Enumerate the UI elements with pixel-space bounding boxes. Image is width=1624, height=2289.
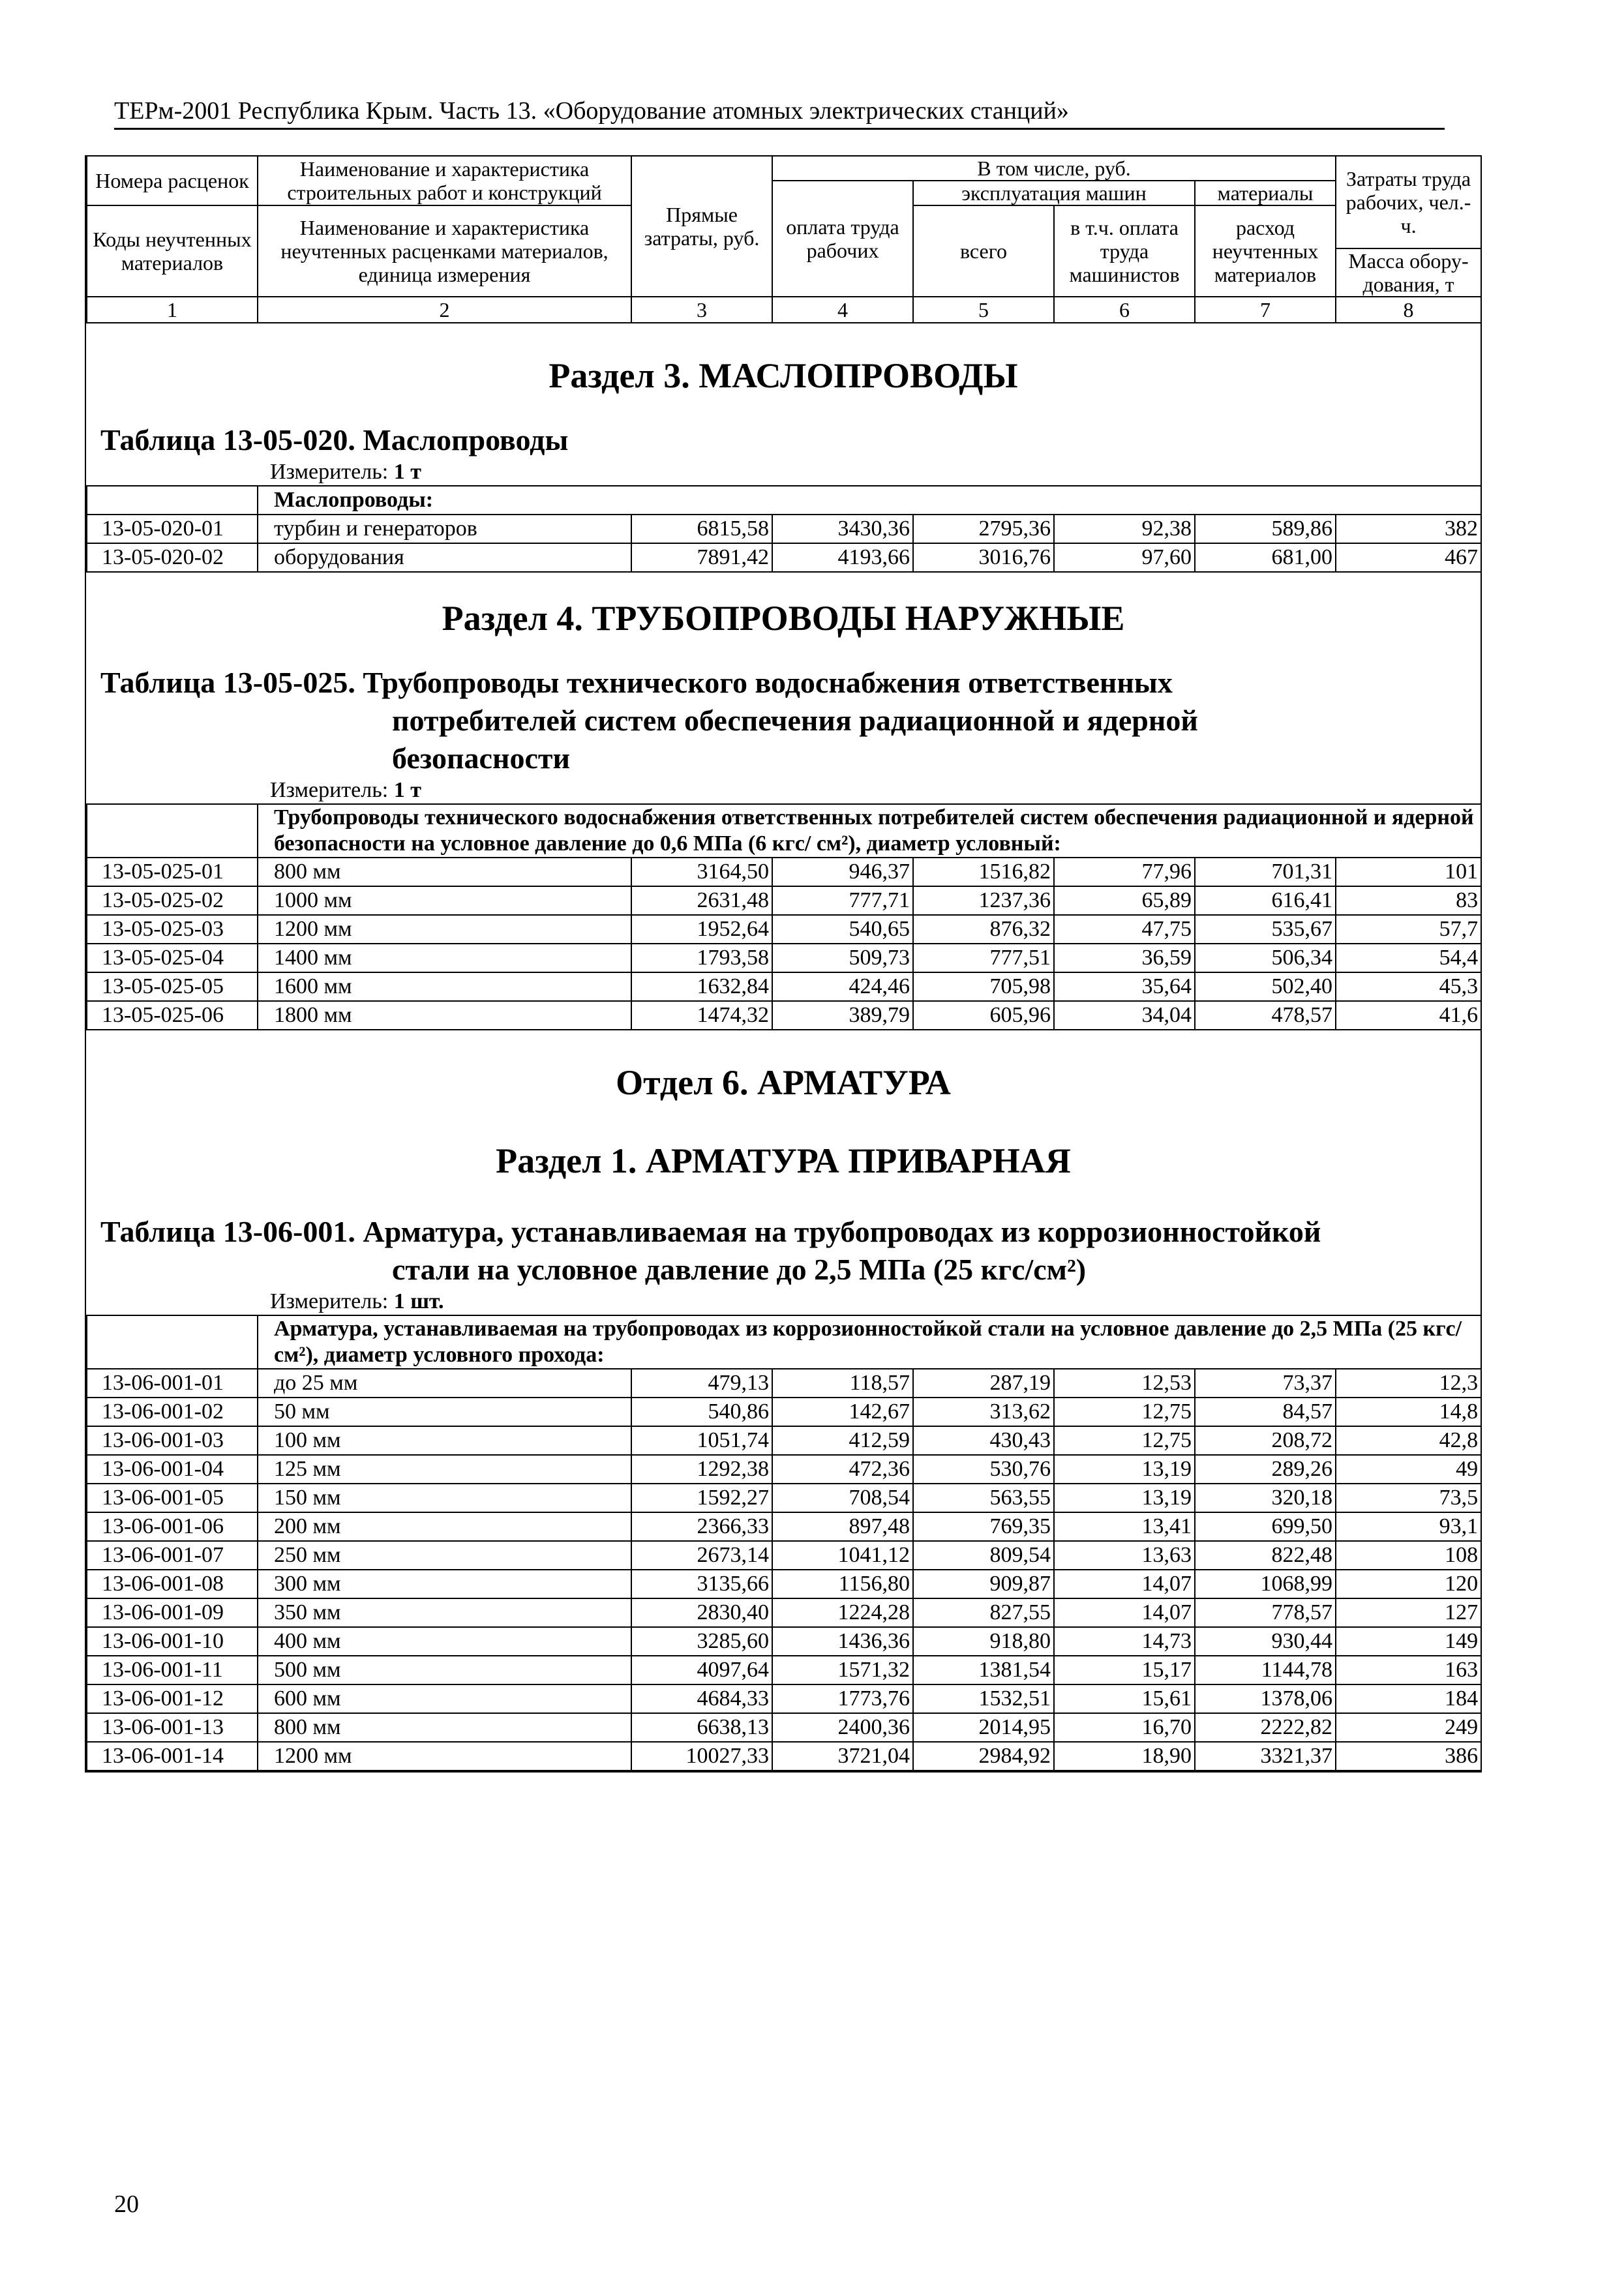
work-name: 800 мм	[258, 858, 631, 886]
direct-costs: 6815,58	[631, 515, 772, 543]
machine-total: 430,43	[913, 1426, 1054, 1455]
work-name: 800 мм	[258, 1713, 631, 1742]
labor-pay: 1224,28	[772, 1598, 913, 1627]
direct-costs: 1632,84	[631, 972, 772, 1001]
materials-cost: 84,57	[1195, 1398, 1336, 1426]
rate-code: 13-06-001-01	[87, 1369, 258, 1398]
machine-total: 605,96	[913, 1001, 1054, 1030]
table-title-line: Таблица 13-06-001. Арматура, устанавливаемая на трубопроводах из коррозионностойкой	[100, 1215, 1321, 1248]
header-direct-costs: Прямые затраты, руб.	[631, 156, 772, 297]
labor-pay: 897,48	[772, 1512, 913, 1541]
measure-value: 1 т	[393, 778, 421, 802]
column-number: 2	[258, 297, 631, 323]
direct-costs: 3285,60	[631, 1627, 772, 1656]
rates-table-13-05-025	[86, 803, 1482, 1030]
labor-cost: 14,8	[1336, 1398, 1481, 1426]
header-machine-operation: эксплуатация машин	[913, 181, 1195, 205]
work-name: 600 мм	[258, 1684, 631, 1713]
work-name: 1800 мм	[258, 1001, 631, 1030]
machine-total: 809,54	[913, 1541, 1054, 1570]
labor-pay: 1436,36	[772, 1627, 913, 1656]
direct-costs: 1051,74	[631, 1426, 772, 1455]
labor-pay: 1156,80	[772, 1570, 913, 1598]
rate-code: 13-06-001-02	[87, 1398, 258, 1426]
table-title	[86, 1213, 1481, 1289]
direct-costs: 2830,40	[631, 1598, 772, 1627]
measure-unit	[86, 1289, 1481, 1315]
rate-code: 13-05-020-02	[87, 543, 258, 572]
labor-cost: 54,4	[1336, 944, 1481, 972]
table-row	[87, 944, 1481, 972]
direct-costs: 2366,33	[631, 1512, 772, 1541]
work-name: 300 мм	[258, 1570, 631, 1598]
labor-cost: 382	[1336, 515, 1481, 543]
rate-code: 13-05-020-01	[87, 515, 258, 543]
direct-costs: 10027,33	[631, 1742, 772, 1771]
labor-pay: 389,79	[772, 1001, 913, 1030]
labor-pay: 142,67	[772, 1398, 913, 1426]
labor-pay: 2400,36	[772, 1713, 913, 1742]
table-title-line: безопасности	[392, 741, 570, 775]
labor-pay: 1773,76	[772, 1684, 913, 1713]
materials-cost: 1378,06	[1195, 1684, 1336, 1713]
rate-code: 13-06-001-14	[87, 1742, 258, 1771]
work-name: 50 мм	[258, 1398, 631, 1426]
labor-cost: 12,3	[1336, 1369, 1481, 1398]
header-labor-cost: Затраты труда рабочих, чел.-ч.	[1336, 156, 1481, 248]
machine-labor: 14,07	[1054, 1570, 1195, 1598]
machine-labor: 97,60	[1054, 543, 1195, 572]
work-name: 100 мм	[258, 1426, 631, 1455]
machine-labor: 15,17	[1054, 1656, 1195, 1684]
table-row	[87, 1512, 1481, 1541]
table-title-line: потребителей систем обеспечения радиационной и ядерной	[392, 704, 1198, 737]
machine-labor: 34,04	[1054, 1001, 1195, 1030]
labor-pay: 708,54	[772, 1484, 913, 1512]
work-name: 1200 мм	[258, 915, 631, 944]
machine-labor: 13,19	[1054, 1484, 1195, 1512]
header-work-name: Наименование и характеристика строительных работ и конструкций	[258, 156, 631, 205]
measure-unit	[86, 777, 1481, 803]
machine-total: 827,55	[913, 1598, 1054, 1627]
direct-costs: 3135,66	[631, 1570, 772, 1598]
materials-cost: 589,86	[1195, 515, 1336, 543]
header-machine-labor: в т.ч. оплата труда машинистов	[1054, 205, 1195, 297]
labor-pay: 1041,12	[772, 1541, 913, 1570]
header-equipment-mass: Масса обору-дования, т	[1336, 248, 1481, 297]
table-row	[87, 972, 1481, 1001]
machine-total: 1516,82	[913, 858, 1054, 886]
machine-total: 909,87	[913, 1570, 1054, 1598]
work-name: оборудования	[258, 543, 631, 572]
machine-total: 287,19	[913, 1369, 1054, 1398]
materials-cost: 699,50	[1195, 1512, 1336, 1541]
machine-labor: 12,75	[1054, 1398, 1195, 1426]
column-number: 3	[631, 297, 772, 323]
rate-code: 13-05-025-03	[87, 915, 258, 944]
labor-pay: 946,37	[772, 858, 913, 886]
direct-costs: 7891,42	[631, 543, 772, 572]
rate-code: 13-05-025-04	[87, 944, 258, 972]
table-row	[87, 1484, 1481, 1512]
materials-cost: 681,00	[1195, 543, 1336, 572]
table-row	[87, 515, 1481, 543]
rate-code: 13-06-001-11	[87, 1656, 258, 1684]
labor-pay: 3721,04	[772, 1742, 913, 1771]
header-rate-numbers: Номера расценок	[87, 156, 258, 205]
machine-total: 1381,54	[913, 1656, 1054, 1684]
header-materials-consumption: расход неучтенных материалов	[1195, 205, 1336, 297]
machine-labor: 16,70	[1054, 1713, 1195, 1742]
materials-cost: 289,26	[1195, 1455, 1336, 1484]
labor-pay: 4193,66	[772, 543, 913, 572]
rate-code: 13-06-001-04	[87, 1455, 258, 1484]
rate-code: 13-05-025-01	[87, 858, 258, 886]
machine-labor: 47,75	[1054, 915, 1195, 944]
work-name: 250 мм	[258, 1541, 631, 1570]
section-title: Раздел 1. АРМАТУРА ПРИВАРНАЯ	[496, 1141, 1071, 1180]
direct-costs: 1952,64	[631, 915, 772, 944]
table-row	[87, 1426, 1481, 1455]
table-title-line: стали на условное давление до 2,5 МПа (25 кгс/см²)	[392, 1253, 1087, 1286]
rate-code: 13-05-025-05	[87, 972, 258, 1001]
labor-cost: 73,5	[1336, 1484, 1481, 1512]
work-name: 500 мм	[258, 1656, 631, 1684]
table-row	[87, 915, 1481, 944]
table-row	[87, 1570, 1481, 1598]
labor-cost: 101	[1336, 858, 1481, 886]
work-name: 1400 мм	[258, 944, 631, 972]
rate-code: 13-06-001-13	[87, 1713, 258, 1742]
machine-total: 2795,36	[913, 515, 1054, 543]
direct-costs: 4097,64	[631, 1656, 772, 1684]
machine-total: 769,35	[913, 1512, 1054, 1541]
rates-table-13-06-001	[86, 1315, 1482, 1771]
labor-pay: 412,59	[772, 1426, 913, 1455]
labor-pay: 3430,36	[772, 515, 913, 543]
labor-pay: 540,65	[772, 915, 913, 944]
materials-cost: 616,41	[1195, 886, 1336, 915]
work-name: до 25 мм	[258, 1369, 631, 1398]
machine-total: 3016,76	[913, 543, 1054, 572]
work-name: 150 мм	[258, 1484, 631, 1512]
table-body	[87, 515, 1481, 572]
direct-costs: 1793,58	[631, 944, 772, 972]
work-name: 350 мм	[258, 1598, 631, 1627]
materials-cost: 778,57	[1195, 1598, 1336, 1627]
machine-labor: 14,73	[1054, 1627, 1195, 1656]
measure-label: Измеритель:	[270, 460, 389, 484]
rate-code: 13-06-001-10	[87, 1627, 258, 1656]
labor-pay: 472,36	[772, 1455, 913, 1484]
labor-cost: 127	[1336, 1598, 1481, 1627]
measure-label: Измеритель:	[270, 1289, 389, 1313]
work-name: 400 мм	[258, 1627, 631, 1656]
rate-code: 13-06-001-07	[87, 1541, 258, 1570]
direct-costs: 3164,50	[631, 858, 772, 886]
materials-cost: 208,72	[1195, 1426, 1336, 1455]
materials-cost: 822,48	[1195, 1541, 1336, 1570]
rate-code: 13-06-001-05	[87, 1484, 258, 1512]
table-row	[87, 1713, 1481, 1742]
work-name: 1000 мм	[258, 886, 631, 915]
running-header: ТЕРм-2001 Республика Крым. Часть 13. «Оборудование атомных электрических станций»	[114, 97, 1445, 130]
direct-costs: 1474,32	[631, 1001, 772, 1030]
labor-pay: 424,46	[772, 972, 913, 1001]
table-row	[87, 886, 1481, 915]
department-title: Отдел 6. АРМАТУРА	[616, 1063, 951, 1102]
measure-unit	[86, 459, 1481, 485]
header-material-codes: Коды неучтенных материалов	[87, 205, 258, 297]
table-row	[87, 1455, 1481, 1484]
table-row	[87, 1684, 1481, 1713]
labor-pay: 1571,32	[772, 1656, 913, 1684]
table-row	[87, 1001, 1481, 1030]
labor-pay: 118,57	[772, 1369, 913, 1398]
column-header-table	[86, 155, 1482, 323]
header-machine-total: всего	[913, 205, 1054, 297]
materials-cost: 320,18	[1195, 1484, 1336, 1512]
section-title: Раздел 3. МАСЛОПРОВОДЫ	[549, 356, 1018, 395]
machine-total: 1532,51	[913, 1684, 1054, 1713]
machine-labor: 13,19	[1054, 1455, 1195, 1484]
direct-costs: 2631,48	[631, 886, 772, 915]
column-number: 4	[772, 297, 913, 323]
machine-labor: 77,96	[1054, 858, 1195, 886]
labor-cost: 42,8	[1336, 1426, 1481, 1455]
labor-cost: 249	[1336, 1713, 1481, 1742]
page-number: 20	[114, 2191, 139, 2218]
materials-cost: 73,37	[1195, 1369, 1336, 1398]
direct-costs: 540,86	[631, 1398, 772, 1426]
machine-total: 705,98	[913, 972, 1054, 1001]
table-row	[87, 1598, 1481, 1627]
machine-total: 313,62	[913, 1398, 1054, 1426]
labor-cost: 41,6	[1336, 1001, 1481, 1030]
column-number: 8	[1336, 297, 1481, 323]
labor-cost: 49	[1336, 1455, 1481, 1484]
section-title: Раздел 4. ТРУБОПРОВОДЫ НАРУЖНЫЕ	[442, 599, 1125, 638]
rate-code: 13-06-001-09	[87, 1598, 258, 1627]
materials-cost: 3321,37	[1195, 1742, 1336, 1771]
estimate-sheet	[85, 155, 1482, 1773]
machine-labor: 18,90	[1054, 1742, 1195, 1771]
labor-cost: 184	[1336, 1684, 1481, 1713]
work-name: 1200 мм	[258, 1742, 631, 1771]
table-row	[87, 1541, 1481, 1570]
machine-total: 876,32	[913, 915, 1054, 944]
machine-labor: 12,53	[1054, 1369, 1195, 1398]
direct-costs: 4684,33	[631, 1684, 772, 1713]
materials-cost: 478,57	[1195, 1001, 1336, 1030]
group-title: Трубопроводы технического водоснабжения ответственных потребителей систем обеспечения радиационной и ядерной безопасности на условное давление до 0,6 МПа (6 кгс/ см²), диаметр условный:	[258, 804, 1481, 858]
materials-cost: 1144,78	[1195, 1656, 1336, 1684]
header-in-total: В том числе, руб.	[772, 156, 1336, 181]
group-title: Арматура, устанавливаемая на трубопроводах из коррозионностойкой стали на условное давление до 2,5 МПа (25 кгс/ см²), диаметр условного прохода:	[258, 1315, 1481, 1369]
machine-labor: 65,89	[1054, 886, 1195, 915]
header-material-name: Наименование и характеристика неучтенных расценками материалов, единица измерения	[258, 205, 631, 297]
table-title-line: Таблица 13-05-025. Трубопроводы технического водоснабжения ответственных	[100, 666, 1173, 699]
machine-labor: 13,41	[1054, 1512, 1195, 1541]
table-row	[87, 1656, 1481, 1684]
rate-code: 13-06-001-12	[87, 1684, 258, 1713]
labor-pay: 777,71	[772, 886, 913, 915]
group-title: Маслопроводы:	[258, 486, 1481, 515]
table-body	[87, 858, 1481, 1030]
direct-costs: 1592,27	[631, 1484, 772, 1512]
machine-total: 2984,92	[913, 1742, 1054, 1771]
rate-code: 13-06-001-03	[87, 1426, 258, 1455]
table-row	[87, 858, 1481, 886]
table-title: Таблица 13-05-020. Маслопроводы	[100, 423, 569, 456]
materials-cost: 535,67	[1195, 915, 1336, 944]
labor-cost: 108	[1336, 1541, 1481, 1570]
column-number: 1	[87, 297, 258, 323]
table-row	[87, 1398, 1481, 1426]
materials-cost: 2222,82	[1195, 1713, 1336, 1742]
machine-total: 563,55	[913, 1484, 1054, 1512]
machine-labor: 36,59	[1054, 944, 1195, 972]
materials-cost: 701,31	[1195, 858, 1336, 886]
labor-pay: 509,73	[772, 944, 913, 972]
work-name: турбин и генераторов	[258, 515, 631, 543]
labor-cost: 45,3	[1336, 972, 1481, 1001]
rate-code: 13-06-001-08	[87, 1570, 258, 1598]
work-name: 1600 мм	[258, 972, 631, 1001]
table-title	[86, 664, 1481, 777]
machine-total: 2014,95	[913, 1713, 1054, 1742]
table-body	[87, 1369, 1481, 1771]
measure-label: Измеритель:	[270, 778, 389, 802]
header-labor-pay: оплата труда рабочих	[772, 181, 913, 297]
work-name: 125 мм	[258, 1455, 631, 1484]
machine-total: 530,76	[913, 1455, 1054, 1484]
table-row	[87, 543, 1481, 572]
labor-cost: 93,1	[1336, 1512, 1481, 1541]
rate-code: 13-06-001-06	[87, 1512, 258, 1541]
machine-labor: 35,64	[1054, 972, 1195, 1001]
column-number: 6	[1054, 297, 1195, 323]
header-materials: материалы	[1195, 181, 1336, 205]
column-number: 7	[1195, 297, 1336, 323]
direct-costs: 479,13	[631, 1369, 772, 1398]
labor-cost: 149	[1336, 1627, 1481, 1656]
machine-total: 1237,36	[913, 886, 1054, 915]
labor-cost: 83	[1336, 886, 1481, 915]
machine-total: 777,51	[913, 944, 1054, 972]
machine-labor: 92,38	[1054, 515, 1195, 543]
machine-labor: 14,07	[1054, 1598, 1195, 1627]
labor-cost: 57,7	[1336, 915, 1481, 944]
measure-value: 1 т	[393, 460, 421, 484]
table-row	[87, 1627, 1481, 1656]
labor-cost: 386	[1336, 1742, 1481, 1771]
machine-labor: 15,61	[1054, 1684, 1195, 1713]
column-number: 5	[913, 297, 1054, 323]
labor-cost: 467	[1336, 543, 1481, 572]
direct-costs: 2673,14	[631, 1541, 772, 1570]
table-row	[87, 1369, 1481, 1398]
materials-cost: 930,44	[1195, 1627, 1336, 1656]
measure-value: 1 шт.	[393, 1289, 444, 1313]
machine-total: 918,80	[913, 1627, 1054, 1656]
rate-code: 13-05-025-02	[87, 886, 258, 915]
work-name: 200 мм	[258, 1512, 631, 1541]
materials-cost: 506,34	[1195, 944, 1336, 972]
materials-cost: 502,40	[1195, 972, 1336, 1001]
machine-labor: 13,63	[1054, 1541, 1195, 1570]
direct-costs: 1292,38	[631, 1455, 772, 1484]
machine-labor: 12,75	[1054, 1426, 1195, 1455]
labor-cost: 163	[1336, 1656, 1481, 1684]
table-row	[87, 1742, 1481, 1771]
rate-code: 13-05-025-06	[87, 1001, 258, 1030]
materials-cost: 1068,99	[1195, 1570, 1336, 1598]
rates-table-13-05-020	[86, 485, 1482, 573]
direct-costs: 6638,13	[631, 1713, 772, 1742]
labor-cost: 120	[1336, 1570, 1481, 1598]
